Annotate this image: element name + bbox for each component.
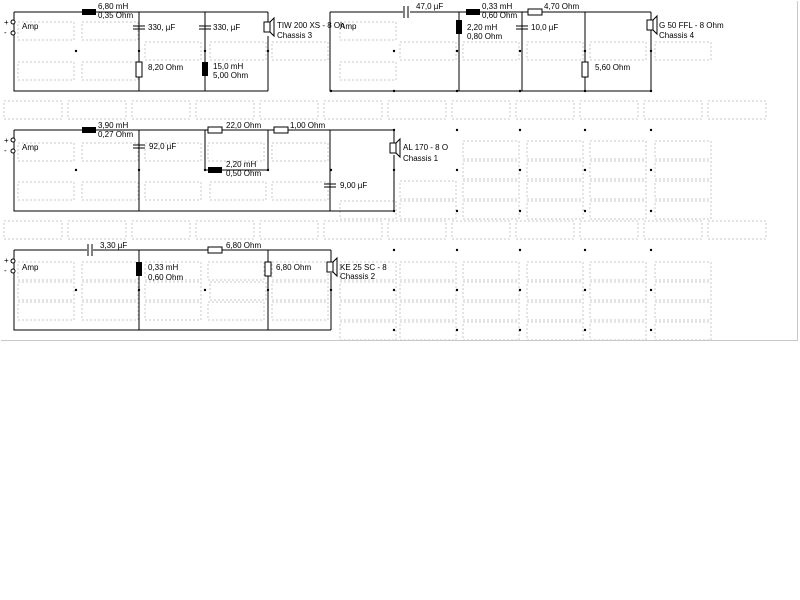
grid-cell [463, 161, 519, 179]
speaker-cone-icon [396, 139, 400, 157]
grid-cell [340, 282, 396, 300]
terminal-minus: - [4, 266, 7, 275]
inductor-l3-symbol [466, 9, 480, 15]
inductor-l6-symbol [208, 167, 222, 173]
grid-cell [18, 62, 74, 80]
grid-cell [590, 201, 646, 219]
grid-cell [208, 143, 264, 161]
grid-cell [82, 62, 138, 80]
inductor-l4-value: 2,20 mH [467, 23, 498, 32]
inductor-l3-value: 0,33 mH [482, 2, 513, 11]
inductor-l6-resistance: 0,50 Ohm [226, 169, 262, 178]
grid-cell [527, 201, 583, 219]
inductor-l5[interactable] [82, 121, 133, 139]
capacitor-c3-value: 47,0 µF [416, 2, 444, 11]
inductor-l6-value: 2,20 mH [226, 160, 257, 169]
grid-dot [584, 249, 586, 251]
grid-cell [655, 201, 711, 219]
grid-dot [393, 249, 395, 251]
terminal-plus-connector[interactable] [11, 20, 15, 24]
resistor-r4-symbol [208, 127, 222, 133]
terminal-minus: - [4, 28, 7, 37]
resistor-r7-value: 6,80 Ohm [276, 263, 312, 272]
speaker-chassis-1[interactable] [390, 139, 448, 163]
grid-cell [400, 282, 456, 300]
terminal-minus-connector[interactable] [11, 149, 15, 153]
grid-cell [340, 322, 396, 340]
grid-dot [204, 289, 206, 291]
grid-cell [527, 322, 583, 340]
resistor-r5[interactable] [274, 121, 325, 133]
grid-cell [590, 161, 646, 179]
grid-dots [75, 50, 652, 331]
grid-cell [340, 62, 396, 80]
speaker-icon [390, 143, 396, 153]
inductor-l7-resistance: 0,60 Ohm [148, 273, 184, 282]
grid-cell [18, 182, 74, 200]
resistor-r2-symbol [528, 9, 542, 15]
speaker-chassis-label: Chassis 3 [277, 31, 313, 40]
inductor-l1-resistance: 0,35 Ohm [98, 11, 134, 20]
amp-label: Amp [22, 22, 39, 31]
speaker-chassis-4[interactable] [647, 16, 724, 40]
grid-dot [519, 50, 521, 52]
resistor-r7-symbol [265, 262, 271, 276]
grid-dot [519, 249, 521, 251]
grid-cell [145, 182, 201, 200]
grid-cell [340, 302, 396, 320]
inductor-l4-resistance: 0,80 Ohm [467, 32, 503, 41]
grid-cell [4, 101, 62, 119]
grid-cell [272, 143, 328, 161]
grid-cell [82, 22, 138, 40]
amp-label: Amp [22, 143, 39, 152]
grid-cell [527, 181, 583, 199]
grid-dot [584, 169, 586, 171]
inductor-l1-value: 6,80 mH [98, 2, 129, 11]
speaker-icon [647, 20, 653, 30]
grid-cell [388, 101, 446, 119]
resistor-r6[interactable] [208, 241, 261, 253]
grid-cell [18, 282, 74, 300]
resistor-r5-value: 1,00 Ohm [290, 121, 326, 130]
resistor-r4-value: 22,0 Ohm [226, 121, 262, 130]
grid-cell [340, 201, 396, 219]
capacitor-c5-value: 92,0 µF [149, 142, 177, 151]
grid-cell [527, 302, 583, 320]
grid-cell [655, 302, 711, 320]
grid-cell [655, 262, 711, 280]
inductor-l4-symbol [456, 20, 462, 34]
speaker-chassis-label: Chassis 2 [340, 272, 376, 281]
grid-cell [145, 302, 201, 320]
resistor-r3-value: 5,60 Ohm [595, 63, 631, 72]
grid-dot [650, 169, 652, 171]
grid-dot [75, 169, 77, 171]
grid-cell [4, 221, 62, 239]
terminal-minus-connector[interactable] [11, 269, 15, 273]
inductor-l5-symbol [82, 127, 96, 133]
grid-cell [324, 221, 382, 239]
grid-cell [82, 302, 138, 320]
grid-dot [650, 329, 652, 331]
resistor-r2-value: 4,70 Ohm [544, 2, 580, 11]
grid-cell [452, 101, 510, 119]
grid-cell [655, 181, 711, 199]
grid-dot [456, 249, 458, 251]
grid-cell [516, 101, 574, 119]
grid-cell [82, 182, 138, 200]
grid-cell [260, 221, 318, 239]
grid-cell [210, 182, 266, 200]
grid-dot [75, 289, 77, 291]
grid-cell [527, 141, 583, 159]
grid-cell [400, 262, 456, 280]
inductor-l7[interactable] [136, 262, 183, 282]
terminal-plus-connector[interactable] [11, 138, 15, 142]
speaker-model: G 50 FFL - 8 Ohm [659, 21, 724, 30]
capacitor-c4-value: 10,0 µF [531, 23, 559, 32]
grid-dot [650, 249, 652, 251]
grid-cell [452, 221, 510, 239]
capacitor-c1-value: 330, µF [148, 23, 176, 32]
placement-grid [4, 22, 766, 340]
grid-cell [590, 181, 646, 199]
resistor-r1-symbol [136, 62, 142, 77]
speaker-model: KE 25 SC - 8 [340, 263, 387, 272]
grid-cell [463, 42, 519, 60]
speaker-cone-icon [270, 18, 274, 36]
grid-cell [708, 101, 766, 119]
grid-dot [456, 169, 458, 171]
grid-cell [196, 101, 254, 119]
resistor-r4[interactable] [208, 121, 261, 133]
grid-dot [393, 289, 395, 291]
grid-dot [584, 129, 586, 131]
grid-cell [590, 282, 646, 300]
grid-cell [400, 322, 456, 340]
grid-cell [18, 302, 74, 320]
speaker-chassis-3[interactable] [264, 18, 345, 40]
capacitor-c2-value: 330, µF [213, 23, 241, 32]
inductor-l4[interactable] [456, 20, 502, 41]
grid-cell [655, 282, 711, 300]
circuit-3[interactable] [4, 121, 448, 211]
grid-cell [68, 101, 126, 119]
resistor-r6-symbol [208, 247, 222, 253]
inductor-l2-value: 15,0 mH [213, 62, 244, 71]
grid-cell [196, 221, 254, 239]
grid-cell [400, 201, 456, 219]
grid-dot [456, 210, 458, 212]
grid-cell [644, 221, 702, 239]
grid-cell [132, 221, 190, 239]
terminal-plus: + [4, 18, 9, 27]
grid-cell [208, 302, 264, 320]
resistor-r3[interactable] [582, 62, 630, 77]
resistor-r2[interactable] [528, 2, 579, 15]
grid-dot [650, 129, 652, 131]
speaker-chassis-2[interactable] [327, 258, 387, 281]
grid-cell [272, 182, 328, 200]
grid-cell [208, 262, 264, 280]
grid-cell [272, 282, 328, 300]
grid-cell [210, 282, 266, 300]
speaker-cone-icon [653, 16, 657, 34]
grid-dot [456, 289, 458, 291]
grid-cell [655, 322, 711, 340]
grid-cell [132, 101, 190, 119]
speaker-chassis-label: Chassis 4 [659, 31, 695, 40]
grid-dot [75, 50, 77, 52]
grid-dot [456, 329, 458, 331]
grid-cell [463, 141, 519, 159]
grid-cell [400, 302, 456, 320]
inductor-l1[interactable] [82, 2, 133, 20]
grid-cell [463, 302, 519, 320]
grid-cell [272, 302, 328, 320]
grid-cell [463, 282, 519, 300]
amp-label: Amp [340, 22, 357, 31]
inductor-l2[interactable] [202, 62, 248, 80]
grid-dot [519, 169, 521, 171]
resistor-r1-value: 8,20 Ohm [148, 63, 184, 72]
speaker-model: TIW 200 XS - 8 Oh [277, 21, 345, 30]
grid-dot [650, 210, 652, 212]
inductor-l7-value: 0,33 mH [148, 263, 179, 272]
terminal-plus: + [4, 136, 9, 145]
terminal-minus-connector[interactable] [11, 31, 15, 35]
grid-cell [655, 42, 711, 60]
grid-cell [516, 221, 574, 239]
grid-cell [527, 161, 583, 179]
speaker-icon [327, 262, 333, 272]
grid-cell [527, 262, 583, 280]
capacitor-c7[interactable] [88, 241, 127, 256]
speaker-model: AL 170 - 8 O [403, 143, 449, 152]
grid-dot [519, 289, 521, 291]
speaker-cone-icon [333, 258, 337, 276]
capacitor-c6-value: 9,00 µF [340, 181, 368, 190]
inductor-l2-symbol [202, 62, 208, 76]
grid-cell [463, 262, 519, 280]
circuit-1[interactable] [4, 2, 345, 91]
capacitor-c3[interactable] [404, 2, 443, 18]
grid-cell [82, 282, 138, 300]
grid-cell [463, 322, 519, 340]
resistor-r5-symbol [274, 127, 288, 133]
grid-cell [82, 262, 138, 280]
inductor-l5-value: 3,90 mH [98, 121, 129, 130]
terminal-plus-connector[interactable] [11, 259, 15, 263]
terminal-plus: + [4, 256, 9, 265]
grid-cell [590, 141, 646, 159]
grid-cell [388, 221, 446, 239]
grid-cell [527, 42, 583, 60]
terminal-minus: - [4, 146, 7, 155]
grid-cell [655, 141, 711, 159]
resistor-r1[interactable] [136, 62, 183, 77]
grid-cell [527, 282, 583, 300]
grid-cell [324, 101, 382, 119]
inductor-l6[interactable] [208, 160, 261, 178]
grid-cell [260, 101, 318, 119]
inductor-l3-resistance: 0,60 Ohm [482, 11, 518, 20]
grid-cell [82, 143, 138, 161]
resistor-r3-symbol [582, 62, 588, 77]
grid-cell [145, 282, 201, 300]
grid-dot [584, 210, 586, 212]
grid-cell [590, 262, 646, 280]
speaker-chassis-label: Chassis 1 [403, 154, 439, 163]
grid-dot [456, 50, 458, 52]
grid-cell [68, 221, 126, 239]
grid-dot [393, 329, 395, 331]
speaker-icon [264, 22, 270, 32]
grid-cell [400, 181, 456, 199]
grid-dot [456, 129, 458, 131]
grid-cell [463, 181, 519, 199]
capacitor-c7-value: 3,30 µF [100, 241, 128, 250]
grid-dot [519, 329, 521, 331]
grid-cell [580, 101, 638, 119]
capacitor-c6[interactable] [324, 181, 367, 190]
inductor-l5-resistance: 0,27 Ohm [98, 130, 134, 139]
grid-dot [584, 289, 586, 291]
grid-cell [708, 221, 766, 239]
grid-cell [655, 161, 711, 179]
capacitor-c5[interactable] [133, 142, 176, 151]
inductor-l2-resistance: 5,00 Ohm [213, 71, 249, 80]
grid-dot [584, 329, 586, 331]
grid-dot [393, 50, 395, 52]
inductor-l1-symbol [82, 9, 96, 15]
inductor-l3[interactable] [466, 2, 517, 20]
grid-cell [145, 42, 201, 60]
grid-cell [590, 322, 646, 340]
grid-dot [519, 129, 521, 131]
grid-cell [272, 42, 328, 60]
circuit-2[interactable] [330, 2, 724, 91]
grid-dot [650, 289, 652, 291]
inductor-l7-symbol [136, 262, 142, 276]
grid-dot [519, 210, 521, 212]
grid-cell [400, 42, 456, 60]
grid-cell [590, 42, 646, 60]
grid-cell [590, 302, 646, 320]
circuit-4[interactable] [4, 241, 387, 330]
resistor-r6-value: 6,80 Ohm [226, 241, 262, 250]
amp-label: Amp [22, 263, 39, 272]
grid-cell [644, 101, 702, 119]
grid-cell [210, 42, 266, 60]
grid-cell [463, 201, 519, 219]
grid-cell [580, 221, 638, 239]
